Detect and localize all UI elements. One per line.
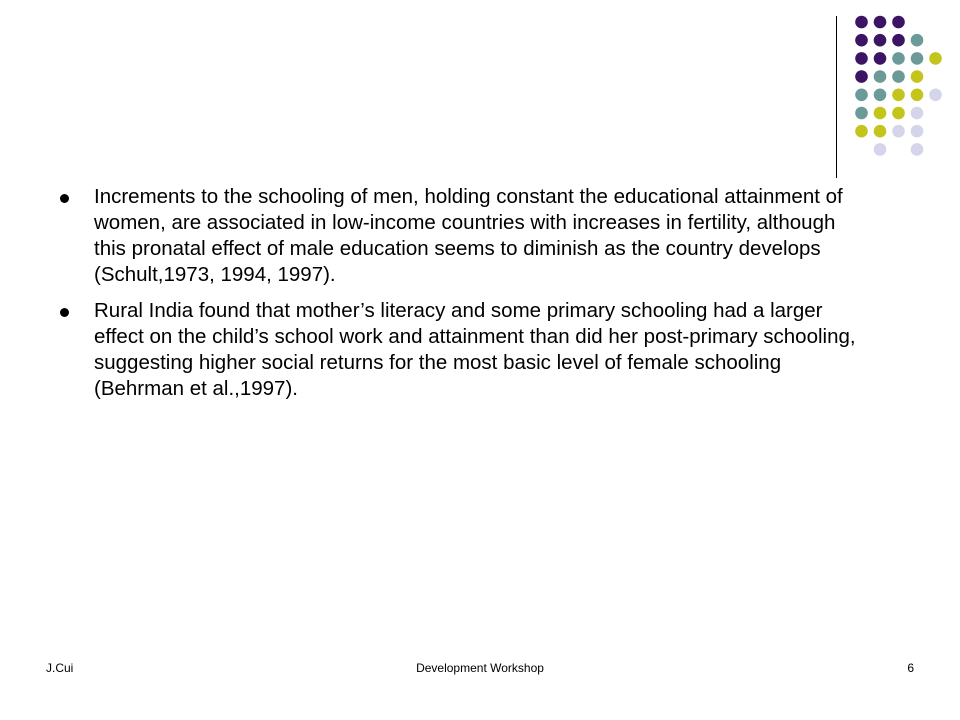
decorative-dot — [892, 34, 905, 47]
decorative-dot — [874, 16, 887, 29]
decorative-dot — [911, 52, 924, 65]
decorative-dot — [855, 16, 868, 29]
footer-page-number: 6 — [907, 661, 914, 675]
decorative-dot — [855, 89, 868, 102]
decorative-dot — [929, 52, 942, 65]
bullet-text: Increments to the schooling of men, holding constant the educational attainment of women, are associated in low-income countries with increases in fertility, although this pronatal effect of male education seems to diminish as the country develops (Schult,1973, 1994, 1997). — [94, 185, 843, 286]
decorative-dot — [892, 107, 905, 120]
bullet-item — [56, 184, 856, 288]
bullet-icon — [60, 308, 69, 317]
decorative-dot — [874, 125, 887, 138]
decorative-dot — [911, 70, 924, 83]
bullet-icon — [60, 194, 69, 203]
decorative-dot — [855, 70, 868, 83]
decorative-dot — [874, 89, 887, 102]
decorative-dot — [855, 52, 868, 65]
decorative-dot — [874, 107, 887, 120]
footer-title: Development Workshop — [416, 661, 544, 675]
decorative-dot — [892, 125, 905, 138]
decorative-dot — [874, 70, 887, 83]
bullet-list — [56, 184, 856, 412]
bullet-text: Rural India found that mother’s literacy and some primary schooling had a larger effect on the child’s school work and attainment than did her post-primary schooling, suggesting higher social returns for the most basic level of female schooling (Behrman et al.,1997). — [94, 299, 856, 400]
footer-author: J.Cui — [46, 661, 74, 675]
decorative-dot — [855, 34, 868, 47]
decorative-dot — [892, 52, 905, 65]
decorative-divider-line — [836, 16, 837, 178]
decorative-dot — [874, 34, 887, 47]
decorative-dot — [874, 143, 887, 156]
decorative-dot — [874, 52, 887, 65]
decorative-dot — [911, 143, 924, 156]
decorative-dot — [892, 70, 905, 83]
decorative-dot — [855, 107, 868, 120]
decorative-dot — [911, 89, 924, 102]
decorative-dot — [892, 89, 905, 102]
decorative-dot — [911, 34, 924, 47]
decorative-dot — [911, 107, 924, 120]
decorative-dot — [911, 125, 924, 138]
bullet-item — [56, 298, 856, 402]
decorative-dot — [855, 125, 868, 138]
decorative-dot — [929, 89, 942, 102]
decorative-dot — [892, 16, 905, 29]
